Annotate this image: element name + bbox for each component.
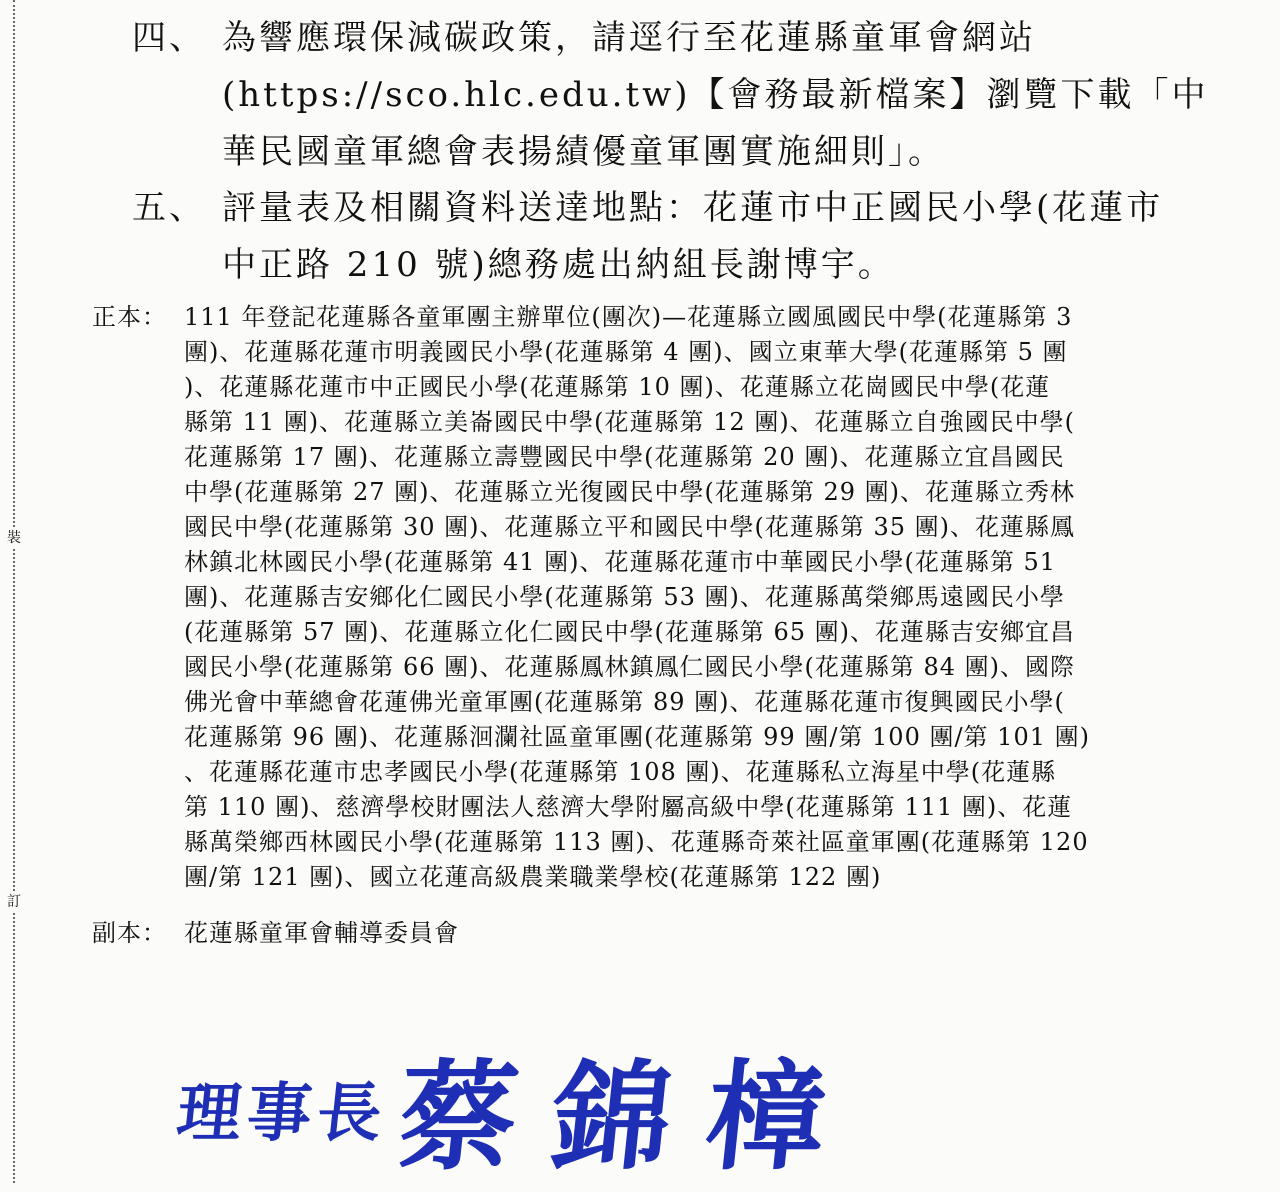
cc-line: 國民小學(花蓮縣第 66 團)、花蓮縣鳳林鎮鳳仁國民小學(花蓮縣第 84 團)、國際 — [184, 653, 1076, 681]
item-line: (https://sco.hlc.edu.tw)【會務最新檔案】瀏覽下載「中 — [222, 75, 1209, 115]
cc-line: 、花蓮縣花蓮市忠孝國民小學(花蓮縣第 108 團)、花蓮縣私立海星中學(花蓮縣 — [184, 758, 1057, 786]
item-number: 四、 — [132, 18, 206, 58]
chairman-name-stamp: 蔡錦樟 — [391, 1047, 869, 1186]
binding-line — [13, 0, 15, 1183]
cc-line: (花蓮縣第 57 團)、花蓮縣立化仁國民中學(花蓮縣第 65 團)、花蓮縣吉安鄉宜昌 — [184, 618, 1076, 646]
cc-line: 中學(花蓮縣第 27 團)、花蓮縣立光復國民中學(花蓮縣第 29 團)、花蓮縣立秀林 — [184, 478, 1076, 506]
cc-main-label: 正本： — [92, 303, 167, 331]
cc-copy-label: 副本： — [92, 919, 167, 947]
item-line: 中正路 210 號)總務處出納組長謝博宇。 — [222, 245, 895, 285]
item-line: 華民國童軍總會表揚績優童軍團實施細則」。 — [222, 132, 945, 172]
item-line: 評量表及相關資料送達地點：花蓮市中正國民小學(花蓮市 — [222, 188, 1164, 228]
cc-copy-text: 花蓮縣童軍會輔導委員會 — [184, 919, 459, 947]
cc-line: 團/第 121 團)、國立花蓮高級農業職業學校(花蓮縣第 122 團) — [184, 863, 882, 891]
cc-line: 團)、花蓮縣花蓮市明義國民小學(花蓮縣第 4 團)、國立東華大學(花蓮縣第 5 團 — [184, 338, 1068, 366]
binding-mark: 裝 — [4, 528, 24, 548]
cc-line: 111 年登記花蓮縣各童軍團主辦單位(團次)—花蓮縣立國風國民中學(花蓮縣第 3 — [184, 303, 1073, 331]
cc-line: 花蓮縣第 17 團)、花蓮縣立壽豐國民中學(花蓮縣第 20 團)、花蓮縣立宜昌國民 — [184, 443, 1065, 471]
cc-line: )、花蓮縣花蓮市中正國民小學(花蓮縣第 10 團)、花蓮縣立花崗國民中學(花蓮 — [184, 373, 1051, 401]
cc-line: 縣第 11 團)、花蓮縣立美崙國民中學(花蓮縣第 12 團)、花蓮縣立自強國民中學( — [184, 408, 1076, 436]
cc-line: 佛光會中華總會花蓮佛光童軍團(花蓮縣第 89 團)、花蓮縣花蓮市復興國民小學( — [184, 688, 1065, 716]
cc-line: 國民中學(花蓮縣第 30 團)、花蓮縣立平和國民中學(花蓮縣第 35 團)、花蓮縣鳳 — [184, 513, 1076, 541]
cc-line: 縣萬榮鄉西林國民小學(花蓮縣第 113 團)、花蓮縣奇萊社區童軍團(花蓮縣第 120 — [184, 828, 1089, 856]
binding-mark: 訂 — [4, 892, 24, 912]
cc-line: 花蓮縣第 96 團)、花蓮縣洄瀾社區童軍團(花蓮縣第 99 團/第 100 團/第 101 團) — [184, 723, 1090, 751]
item-line: 為響應環保減碳政策，請逕行至花蓮縣童軍會網站 — [222, 18, 1036, 58]
cc-line: 團)、花蓮縣吉安鄉化仁國民小學(花蓮縣第 53 團)、花蓮縣萬榮鄉馬遠國民小學 — [184, 583, 1065, 611]
cc-line: 林鎮北林國民小學(花蓮縣第 41 團)、花蓮縣花蓮市中華國民小學(花蓮縣第 51 — [184, 548, 1057, 576]
chairman-title-stamp: 理事長 — [173, 1076, 392, 1151]
cc-line: 第 110 團)、慈濟學校財團法人慈濟大學附屬高級中學(花蓮縣第 111 團)、花蓮 — [184, 793, 1073, 821]
item-number: 五、 — [132, 188, 206, 228]
